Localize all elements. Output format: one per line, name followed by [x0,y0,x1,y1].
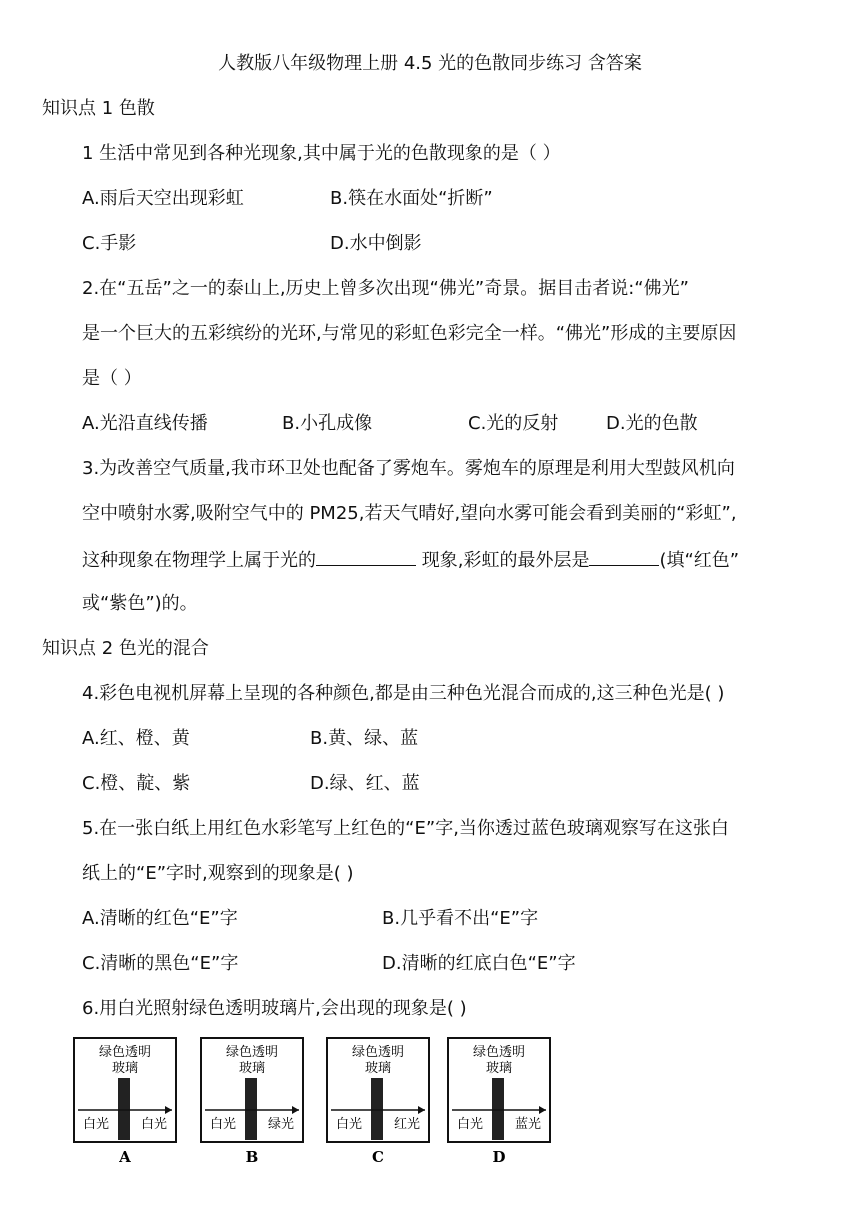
glass-label-1: 绿色透明 [225,1045,279,1060]
outgoing-light-label: 绿光 [267,1117,295,1132]
q1-option-a: A.雨后天空出现彩虹 [82,188,244,209]
outgoing-light-label: 蓝光 [514,1117,542,1132]
q3-line3-part2: 现象,彩虹的最外层是 [416,550,590,571]
incoming-light-label: 白光 [335,1117,363,1132]
green-glass-plate [371,1078,383,1140]
q6-figure-c [325,1036,431,1168]
q2-option-c: C.光的反射 [468,413,559,434]
page-title: 人教版八年级物理上册 4.5 光的色散同步练习 含答案 [218,53,642,74]
glass-label-1: 绿色透明 [351,1045,405,1060]
incoming-light-label: 白光 [82,1117,110,1132]
incoming-light-label: 白光 [456,1117,484,1132]
green-glass-plate [492,1078,504,1140]
q4-option-c: C.橙、靛、紫 [82,773,191,794]
q3-line2: 空中喷射水雾,吸附空气中的 PM25,若天气晴好,望向水雾可能会看到美丽的“彩虹”, [82,503,737,524]
figure-letter: B [245,1148,259,1166]
q3-line3-part1: 这种现象在物理学上属于光的 [82,550,316,571]
q2-line2: 是一个巨大的五彩缤纷的光环,与常见的彩虹色彩完全一样。“佛光”形成的主要原因 [82,323,737,344]
glass-label-1: 绿色透明 [98,1045,152,1060]
green-glass-plate [118,1078,130,1140]
q5-option-a: A.清晰的红色“E”字 [82,908,238,929]
incoming-light-label: 白光 [209,1117,237,1132]
green-glass-plate [245,1078,257,1140]
q2-option-d: D.光的色散 [606,413,698,434]
q5-option-c: C.清晰的黑色“E”字 [82,953,239,974]
figure-letter: A [119,1148,131,1166]
q4-option-a: A.红、橙、黄 [82,728,190,749]
q4-option-b: B.黄、绿、蓝 [310,728,419,749]
section-heading-color-mixing: 知识点 2 色光的混合 [42,638,209,659]
figure-letter: C [372,1148,384,1166]
q3-line3-part3: (填“红色” [659,550,740,571]
q3-answer-blank-1[interactable] [316,545,416,566]
q1-option-c: C.手影 [82,233,137,254]
glass-label-2: 玻璃 [364,1061,392,1076]
q3-line1: 3.为改善空气质量,我市环卫处也配备了雾炮车。雾炮车的原理是利用大型鼓风机向 [82,458,735,479]
outgoing-light-label: 白光 [140,1117,168,1132]
q6-stem: 6.用白光照射绿色透明玻璃片,会出现的现象是( ) [82,998,467,1019]
q5-line2: 纸上的“E”字时,观察到的现象是( ) [82,863,354,884]
outgoing-light-label: 红光 [393,1117,421,1132]
q5-option-b: B.几乎看不出“E”字 [382,908,539,929]
glass-label-2: 玻璃 [238,1061,266,1076]
q6-figure-b [199,1036,305,1168]
q4-option-d: D.绿、红、蓝 [310,773,420,794]
q2-option-b: B.小孔成像 [282,413,373,434]
q2-line3: 是（ ） [82,368,142,389]
q2-line1: 2.在“五岳”之一的泰山上,历史上曾多次出现“佛光”奇景。据目击者说:“佛光” [82,278,689,299]
q6-figure-d [446,1036,552,1168]
q6-figure-a [72,1036,178,1168]
q3-answer-blank-2[interactable] [589,545,659,566]
q1-stem: 1 生活中常见到各种光现象,其中属于光的色散现象的是（ ） [82,143,561,164]
q1-option-d: D.水中倒影 [330,233,422,254]
glass-label-1: 绿色透明 [472,1045,526,1060]
glass-label-2: 玻璃 [485,1061,513,1076]
glass-label-2: 玻璃 [111,1061,139,1076]
q4-stem: 4.彩色电视机屏幕上呈现的各种颜色,都是由三种色光混合而成的,这三种色光是( ) [82,683,725,704]
q5-option-d: D.清晰的红底白色“E”字 [382,953,576,974]
figure-letter: D [492,1148,506,1166]
q1-option-b: B.筷在水面处“折断” [330,188,493,209]
q2-option-a: A.光沿直线传播 [82,413,208,434]
q3-line4: 或“紫色”)的。 [82,593,198,614]
section-heading-dispersion: 知识点 1 色散 [42,98,155,119]
q3-line3 [82,545,739,575]
q5-line1: 5.在一张白纸上用红色水彩笔写上红色的“E”字,当你透过蓝色玻璃观察写在这张白 [82,818,729,839]
